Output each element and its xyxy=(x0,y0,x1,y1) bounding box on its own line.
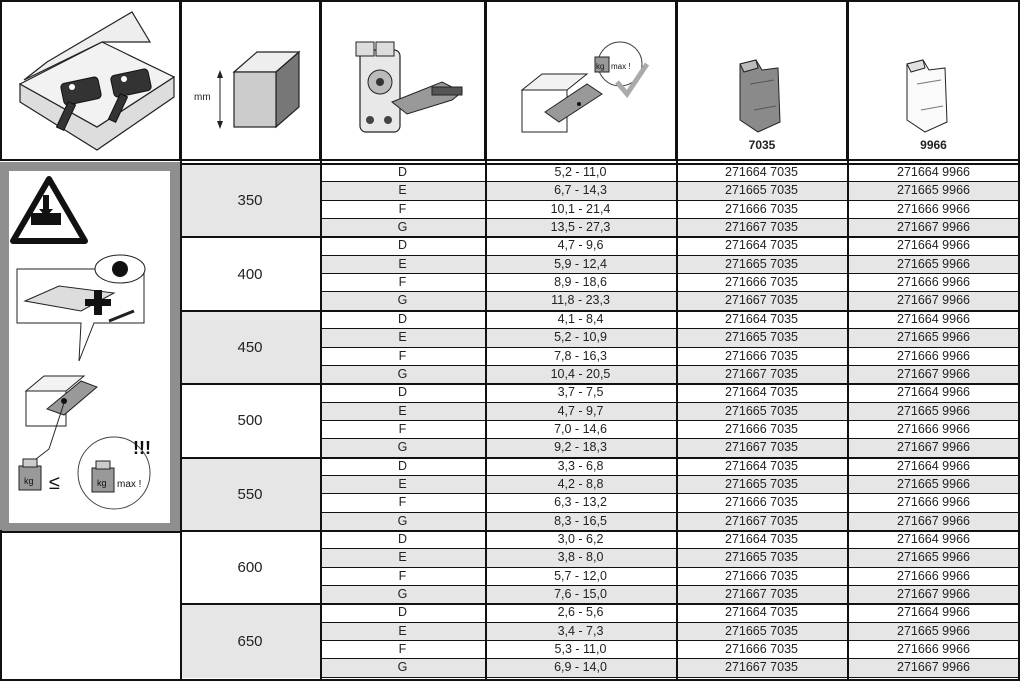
load-range-cell: 6,7 - 14,3 xyxy=(485,182,676,200)
load-range-cell: 3,7 - 7,5 xyxy=(485,384,676,402)
article-7035-cell: 271665 7035 xyxy=(676,403,847,421)
article-9966-cell: 271666 9966 xyxy=(847,494,1020,512)
article-9966-cell: 271666 9966 xyxy=(847,421,1020,439)
article-7035-cell: 271666 7035 xyxy=(676,421,847,439)
article-7035-cell: 271664 7035 xyxy=(676,604,847,622)
article-7035-cell: 271665 7035 xyxy=(676,329,847,347)
size-cell: F xyxy=(320,568,485,586)
size-cell: E xyxy=(320,329,485,347)
article-9966-cell: 271666 9966 xyxy=(847,274,1020,292)
load-range-cell: 8,3 - 16,5 xyxy=(485,513,676,531)
article-9966-cell: 271666 9966 xyxy=(847,348,1020,366)
load-range-cell: 9,2 - 18,3 xyxy=(485,439,676,457)
size-cell: E xyxy=(320,182,485,200)
size-cell: F xyxy=(320,641,485,659)
article-7035-cell: 271665 7035 xyxy=(676,476,847,494)
size-cell: G xyxy=(320,513,485,531)
group-divider xyxy=(180,530,1020,532)
article-7035-cell: 271664 7035 xyxy=(676,384,847,402)
load-range-cell: 4,1 - 8,4 xyxy=(485,311,676,329)
article-7035-cell: 271665 7035 xyxy=(676,623,847,641)
article-7035-cell: 271667 7035 xyxy=(676,219,847,237)
size-cell: D xyxy=(320,311,485,329)
article-9966-cell: 271667 9966 xyxy=(847,586,1020,604)
article-9966-cell: 271664 9966 xyxy=(847,237,1020,255)
group-divider xyxy=(180,383,1020,385)
size-cell: D xyxy=(320,531,485,549)
size-cell: E xyxy=(320,623,485,641)
size-cell: G xyxy=(320,659,485,677)
column-divider xyxy=(320,161,322,680)
article-9966-cell: 271667 9966 xyxy=(847,513,1020,531)
depth-cell: 550 xyxy=(180,458,320,531)
depth-cell: 600 xyxy=(180,531,320,604)
load-range-cell: 5,7 - 12,0 xyxy=(485,568,676,586)
article-7035-cell: 271665 7035 xyxy=(676,182,847,200)
article-7035-cell: 271664 7035 xyxy=(676,237,847,255)
size-cell: E xyxy=(320,476,485,494)
header-flap-weight-illustration xyxy=(485,0,677,161)
size-cell: D xyxy=(320,458,485,476)
size-cell: D xyxy=(320,164,485,182)
load-range-cell: 3,8 - 8,0 xyxy=(485,549,676,567)
load-range-cell: 10,1 - 21,4 xyxy=(485,201,676,219)
article-9966-cell: 271667 9966 xyxy=(847,439,1020,457)
column-divider xyxy=(485,161,487,680)
article-7035-cell: 271667 7035 xyxy=(676,513,847,531)
article-7035-cell: 271667 7035 xyxy=(676,292,847,310)
size-cell: G xyxy=(320,292,485,310)
article-7035-cell: 271664 7035 xyxy=(676,164,847,182)
article-7035-cell: 271664 7035 xyxy=(676,311,847,329)
color-code-7035: 7035 xyxy=(748,138,776,152)
load-range-cell: 5,3 - 11,0 xyxy=(485,641,676,659)
depth-cell: 650 xyxy=(180,604,320,677)
load-range-cell: 2,6 - 5,6 xyxy=(485,604,676,622)
load-range-cell: 5,2 - 10,9 xyxy=(485,329,676,347)
size-cell: F xyxy=(320,421,485,439)
max-label: max ! xyxy=(611,62,631,71)
less-or-equal-sign: ≤ xyxy=(49,472,60,494)
article-7035-cell: 271666 7035 xyxy=(676,641,847,659)
size-cell: D xyxy=(320,237,485,255)
size-cell: E xyxy=(320,549,485,567)
load-range-cell: 13,5 - 27,3 xyxy=(485,219,676,237)
mm-label: mm xyxy=(194,92,211,103)
size-cell: D xyxy=(320,604,485,622)
article-9966-cell: 271666 9966 xyxy=(847,568,1020,586)
load-range-cell: 7,6 - 15,0 xyxy=(485,586,676,604)
load-range-cell: 8,9 - 18,6 xyxy=(485,274,676,292)
article-9966-cell: 271664 9966 xyxy=(847,531,1020,549)
article-7035-cell: 271667 7035 xyxy=(676,439,847,457)
row-divider xyxy=(320,677,1020,678)
article-9966-cell: 271666 9966 xyxy=(847,201,1020,219)
article-9966-cell: 271667 9966 xyxy=(847,219,1020,237)
group-divider xyxy=(180,163,1020,165)
article-9966-cell: 271664 9966 xyxy=(847,384,1020,402)
size-cell: G xyxy=(320,219,485,237)
column-divider xyxy=(180,161,182,680)
article-7035-cell: 271667 7035 xyxy=(676,366,847,384)
load-range-cell: 4,7 - 9,7 xyxy=(485,403,676,421)
column-divider xyxy=(0,530,2,680)
header-package-illustration xyxy=(0,0,181,161)
warning-kg-label: kg xyxy=(24,476,34,486)
size-cell: F xyxy=(320,494,485,512)
load-range-cell: 7,0 - 14,6 xyxy=(485,421,676,439)
article-9966-cell: 271667 9966 xyxy=(847,366,1020,384)
size-cell: F xyxy=(320,201,485,219)
article-7035-cell: 271665 7035 xyxy=(676,549,847,567)
load-range-cell: 4,7 - 9,6 xyxy=(485,237,676,255)
warning-kg-max-label: kg xyxy=(97,478,107,488)
article-9966-cell: 271667 9966 xyxy=(847,659,1020,677)
size-cell: G xyxy=(320,586,485,604)
load-range-cell: 5,2 - 11,0 xyxy=(485,164,676,182)
article-9966-cell: 271664 9966 xyxy=(847,164,1020,182)
article-9966-cell: 271665 9966 xyxy=(847,476,1020,494)
article-9966-cell: 271664 9966 xyxy=(847,458,1020,476)
header-depth-illustration xyxy=(180,0,321,161)
article-9966-cell: 271665 9966 xyxy=(847,549,1020,567)
depth-cell: 350 xyxy=(180,164,320,237)
article-7035-cell: 271667 7035 xyxy=(676,586,847,604)
article-9966-cell: 271666 9966 xyxy=(847,641,1020,659)
size-cell: F xyxy=(320,348,485,366)
article-7035-cell: 271667 7035 xyxy=(676,659,847,677)
article-9966-cell: 271665 9966 xyxy=(847,403,1020,421)
size-cell: E xyxy=(320,256,485,274)
article-9966-cell: 271665 9966 xyxy=(847,182,1020,200)
article-7035-cell: 271664 7035 xyxy=(676,458,847,476)
load-range-cell: 3,0 - 6,2 xyxy=(485,531,676,549)
article-7035-cell: 271666 7035 xyxy=(676,568,847,586)
warning-panel xyxy=(0,162,181,532)
article-9966-cell: 271665 9966 xyxy=(847,256,1020,274)
header-lift-mechanism-illustration xyxy=(320,0,486,161)
article-7035-cell: 271666 7035 xyxy=(676,494,847,512)
group-divider xyxy=(180,310,1020,312)
color-code-9966: 9966 xyxy=(920,138,947,152)
depth-cell: 500 xyxy=(180,384,320,457)
depth-cell: 450 xyxy=(180,311,320,384)
depth-cell: 400 xyxy=(180,237,320,310)
column-divider xyxy=(847,161,849,680)
size-cell: F xyxy=(320,274,485,292)
load-range-cell: 5,9 - 12,4 xyxy=(485,256,676,274)
load-range-cell: 6,9 - 14,0 xyxy=(485,659,676,677)
article-9966-cell: 271665 9966 xyxy=(847,329,1020,347)
article-9966-cell: 271664 9966 xyxy=(847,604,1020,622)
load-range-cell: 10,4 - 20,5 xyxy=(485,366,676,384)
column-divider xyxy=(676,161,678,680)
load-range-cell: 11,8 - 23,3 xyxy=(485,292,676,310)
size-cell: E xyxy=(320,403,485,421)
article-7035-cell: 271664 7035 xyxy=(676,531,847,549)
load-range-cell: 3,4 - 7,3 xyxy=(485,623,676,641)
article-7035-cell: 271666 7035 xyxy=(676,348,847,366)
panel-bottom-border xyxy=(0,531,181,533)
group-divider xyxy=(180,236,1020,238)
header-cover-cap-9966 xyxy=(847,0,1020,161)
article-7035-cell: 271665 7035 xyxy=(676,256,847,274)
kg-label: kg xyxy=(596,62,605,71)
group-divider xyxy=(180,457,1020,459)
size-cell: D xyxy=(320,384,485,402)
group-divider xyxy=(180,603,1020,605)
warning-panel-content xyxy=(9,171,170,523)
load-range-cell: 6,3 - 13,2 xyxy=(485,494,676,512)
size-cell: G xyxy=(320,439,485,457)
warning-max-label: max ! xyxy=(117,479,142,490)
warning-exclamations: !!! xyxy=(133,438,151,458)
article-7035-cell: 271666 7035 xyxy=(676,201,847,219)
article-7035-cell: 271666 7035 xyxy=(676,274,847,292)
load-range-cell: 3,3 - 6,8 xyxy=(485,458,676,476)
size-cell: G xyxy=(320,366,485,384)
article-9966-cell: 271667 9966 xyxy=(847,292,1020,310)
load-range-cell: 4,2 - 8,8 xyxy=(485,476,676,494)
article-9966-cell: 271664 9966 xyxy=(847,311,1020,329)
header-cover-cap-7035 xyxy=(676,0,848,161)
load-range-cell: 7,8 - 16,3 xyxy=(485,348,676,366)
article-9966-cell: 271665 9966 xyxy=(847,623,1020,641)
